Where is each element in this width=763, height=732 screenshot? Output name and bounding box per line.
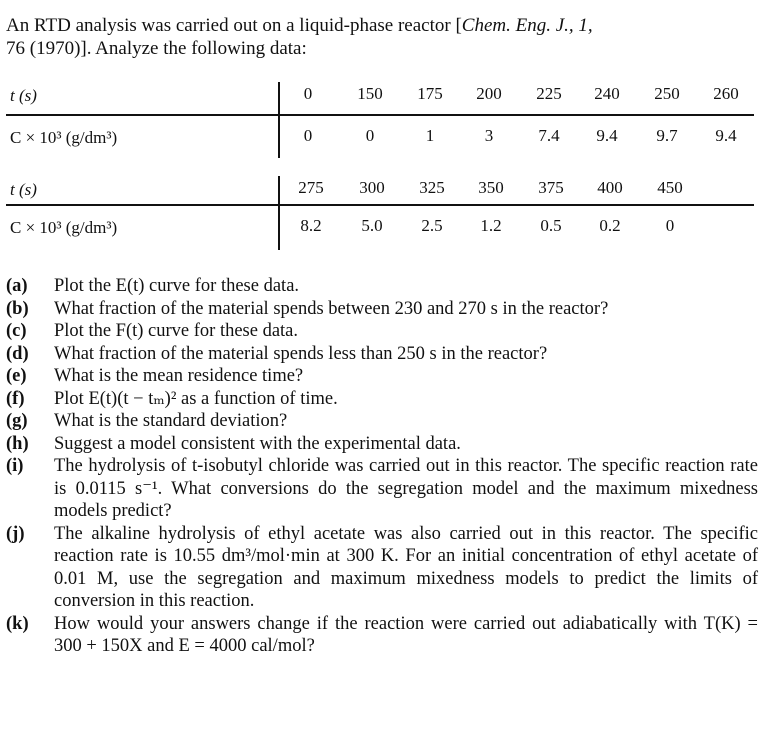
journal-citation: Chem. Eng. J., 1,	[461, 15, 593, 36]
concentration-cell: 3	[484, 126, 494, 145]
intro-line-2: 76 (1970)]. Analyze the following data:	[6, 38, 307, 59]
time-cell: 250	[654, 84, 680, 103]
question-text: The alkaline hydrolysis of ethyl acetate was also carried out in this reactor. The specific reaction rate is 10.55 dm³/mol·min at 300 K. For an initial concentration of ethyl acetate of 0.01 M, use the segregation and maximum mixedness models to predict the limits of conversion in this reaction.	[54, 523, 758, 611]
concentration-cell: 0	[665, 216, 675, 235]
time-cell: 325	[419, 178, 445, 197]
concentration-cell: 1	[425, 126, 435, 145]
table-column-divider	[278, 82, 280, 158]
question-text: What is the mean residence time?	[54, 366, 304, 386]
question-label: (j)	[6, 523, 25, 544]
data-table-2	[6, 174, 758, 258]
concentration-label: C × 10³ (g/dm³)	[10, 128, 118, 147]
time-row-2	[6, 174, 758, 206]
question-text: The hydrolysis of t-isobutyl chloride was carried out in this reactor. The specific reaction rate is 0.0115 s⁻¹. What conversions do the segregation model and the maximum mixedness models predict?	[54, 456, 758, 521]
concentration-cell: 2.5	[421, 216, 443, 235]
question-text: What is the standard deviation?	[54, 411, 288, 431]
concentration-cell: 0.2	[599, 216, 621, 235]
question-label: (c)	[6, 321, 27, 341]
time-cell: 450	[657, 178, 683, 197]
time-cell: 150	[357, 84, 383, 103]
table-rule	[6, 114, 754, 116]
question-c	[6, 320, 758, 343]
time-cell: 300	[359, 178, 385, 197]
concentration-cell: 0.5	[540, 216, 562, 235]
question-label: (a)	[6, 276, 28, 296]
question-label: (h)	[6, 433, 29, 454]
table-rule	[6, 204, 754, 206]
time-cell: 275	[298, 178, 324, 197]
time-cell: 240	[594, 84, 620, 103]
time-cell: 225	[536, 84, 562, 103]
concentration-label: C × 10³ (g/dm³)	[10, 218, 118, 237]
concentration-cell: 0	[303, 126, 313, 145]
question-k	[6, 613, 758, 658]
concentration-cell: 0	[365, 126, 375, 145]
time-cell: 260	[713, 84, 739, 103]
time-cell: 375	[538, 178, 564, 197]
question-text: Plot the F(t) curve for these data.	[54, 321, 299, 341]
concentration-cell: 9.4	[715, 126, 737, 145]
time-cell: 0	[303, 84, 313, 103]
question-text: Plot E(t)(t − tₘ)² as a function of time.	[54, 388, 338, 409]
question-label: (i)	[6, 456, 24, 476]
question-label: (e)	[6, 366, 27, 386]
question-text: What fraction of the material spends between 230 and 270 s in the reactor?	[54, 298, 609, 319]
concentration-cell: 7.4	[538, 126, 560, 145]
question-text: How would your answers change if the reaction were carried out adiabatically with T(K) = 300 + 150X and E = 4000 cal/mol?	[54, 613, 758, 656]
question-label: (b)	[6, 298, 29, 319]
question-label: (k)	[6, 613, 29, 634]
time-cell: 175	[417, 84, 443, 103]
question-b	[6, 298, 758, 321]
concentration-cell: 5.0	[361, 216, 383, 235]
question-label: (f)	[6, 388, 25, 409]
time-cell: 400	[597, 178, 623, 197]
question-j	[6, 523, 758, 613]
question-text: What fraction of the material spends less than 250 s in the reactor?	[54, 343, 548, 364]
question-h	[6, 433, 758, 456]
question-label: (d)	[6, 343, 29, 364]
question-text: Suggest a model consistent with the experimental data.	[54, 433, 461, 454]
data-table-1	[6, 80, 758, 164]
concentration-cell: 8.2	[300, 216, 322, 235]
intro-line-1	[6, 14, 758, 37]
concentration-row-2	[6, 212, 758, 244]
question-list	[6, 275, 758, 658]
concentration-row-1	[6, 122, 758, 154]
question-i	[6, 455, 758, 523]
question-label: (g)	[6, 411, 28, 431]
time-cell: 200	[476, 84, 502, 103]
concentration-cell: 9.7	[656, 126, 678, 145]
question-d	[6, 343, 758, 366]
time-label: t (s)	[10, 180, 37, 199]
time-cell: 350	[478, 178, 504, 197]
problem-intro	[6, 14, 758, 60]
time-label: t (s)	[10, 86, 37, 105]
concentration-cell: 9.4	[596, 126, 618, 145]
table-column-divider	[278, 176, 280, 250]
question-a	[6, 275, 758, 298]
concentration-cell: 1.2	[480, 216, 502, 235]
question-e	[6, 365, 758, 388]
question-g	[6, 410, 758, 433]
question-text: Plot the E(t) curve for these data.	[54, 276, 300, 296]
question-f	[6, 388, 758, 411]
intro-text-1: An RTD analysis was carried out on a liquid-phase reactor [	[6, 15, 462, 36]
time-row-1	[6, 80, 758, 112]
